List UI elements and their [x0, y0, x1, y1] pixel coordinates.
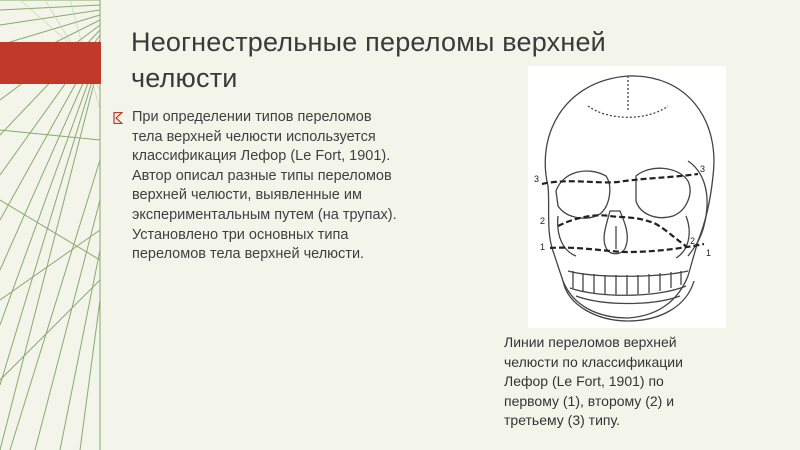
fracture-label: 1: [540, 242, 546, 252]
fracture-label: 1: [706, 248, 712, 258]
caption-line: первому (1), второму (2) и: [504, 392, 675, 409]
accent-block: [0, 42, 101, 84]
decorative-line-fan: [0, 0, 110, 450]
body-line: экспериментальным путем (на трупах).: [132, 206, 397, 223]
body-line: Автор описал разные типы переломов: [132, 167, 392, 184]
caption-line: Лефор (Le Fort, 1901) по: [504, 373, 664, 389]
fracture-label: 3: [700, 164, 706, 174]
fracture-label: 2: [540, 216, 546, 226]
caption-line: третьему (3) типу.: [504, 412, 620, 428]
figure-caption: [504, 333, 764, 431]
body-line: При определении типов переломов: [132, 109, 372, 125]
body-line: тела верхней челюсти используется: [132, 128, 376, 145]
fracture-label: 3: [534, 174, 540, 184]
skull-figure: [528, 66, 726, 328]
fracture-label: 2: [690, 236, 696, 246]
caption-line: Линии переломов верхней: [504, 334, 677, 350]
caption-line: челюсти по классификации: [504, 353, 683, 370]
body-line: верхней челюсти, выявленные им: [132, 187, 362, 204]
title-line: Неогнестрельные переломы верхней: [131, 27, 606, 57]
body-line: Установлено три основных типа: [132, 226, 349, 243]
body-line: переломов тела верхней челюсти.: [132, 246, 365, 263]
body-line: классификация Лефор (Le Fort, 1901).: [132, 148, 391, 165]
triangle-flag-icon: [113, 112, 123, 124]
skull-illustration: [528, 66, 726, 328]
title-line: челюсти: [131, 63, 238, 93]
bullet-paragraph: [132, 108, 482, 265]
